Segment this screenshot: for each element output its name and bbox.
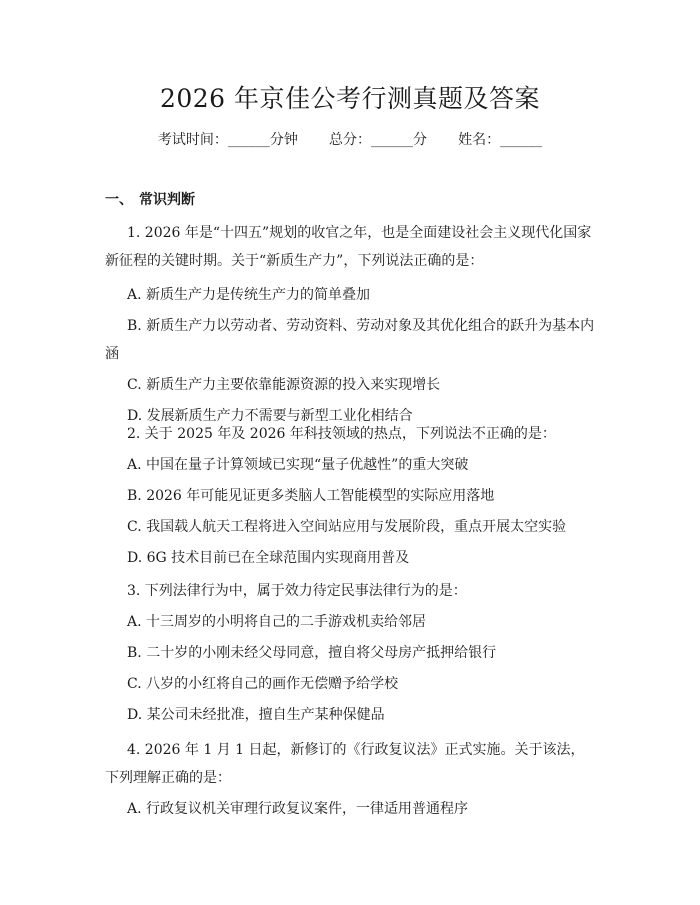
question-2 [105,420,595,572]
option-c: C. 八岁的小红将自己的画作无偿赠予给学校 [127,676,399,692]
option-c: C. 我国载人航天工程将进入空间站应用与发展阶段，重点开展太空实验 [127,519,567,535]
question-stem: 4. 2026 年 1 月 1 日起，新修订的《行政复议法》正式实施。关于该法，下列理解正确的是： [105,742,585,786]
option-b: B. 二十岁的小刚未经父母同意，擅自将父母房产抵押给银行 [127,645,497,661]
option-a: A. 行政复议机关审理行政复议案件，一律适用普通程序 [127,801,469,817]
option-b: B. 2026 年可能见证更多类脑人工智能模型的实际应用落地 [127,488,495,504]
question-stem: 1. 2026 年是“十四五”规划的收官之年，也是全面建设社会主义现代化国家新征程的关键时期。关于“新质生产力”，下列说法正确的是： [105,225,592,269]
option-d: D. 某公司未经批准，擅自生产某种保健品 [127,707,385,723]
option-c: C. 新质生产力主要依靠能源资源的投入来实现增长 [127,377,441,393]
section-number: 一、 [105,192,133,208]
option-b: B. 新质生产力以劳动者、劳动资料、劳动对象及其优化组合的跃升为基本内涵 [105,318,595,362]
option-a: A. 新质生产力是传统生产力的简单叠加 [127,287,371,303]
exam-meta [0,130,700,150]
question-stem: 3. 下列法律行为中，属于效力待定民事法律行为的是： [127,583,467,599]
exam-score: 总分：______分 [329,132,427,148]
document-title: 2026 年京佳公考行测真题及答案 [159,84,541,113]
question-1 [105,219,595,430]
option-d: D. 6G 技术目前已在全球范围内实现商用普及 [127,550,410,566]
exam-name: 姓名：______ [458,132,543,148]
option-d: D. 发展新质生产力不需要与新型工业化相结合 [127,408,413,424]
option-a: A. 中国在量子计算领域已实现“量子优越性”的重大突破 [127,457,469,473]
option-a: A. 十三周岁的小明将自己的二手游戏机卖给邻居 [127,614,427,630]
question-3 [105,577,595,729]
question-stem: 2. 关于 2025 年及 2026 年科技领域的热点，下列说法不正确的是： [127,426,556,442]
section-heading [105,190,195,210]
question-4 [105,736,595,823]
exam-time: 考试时间：______分钟 [157,132,298,148]
section-title: 常识判断 [139,192,195,208]
